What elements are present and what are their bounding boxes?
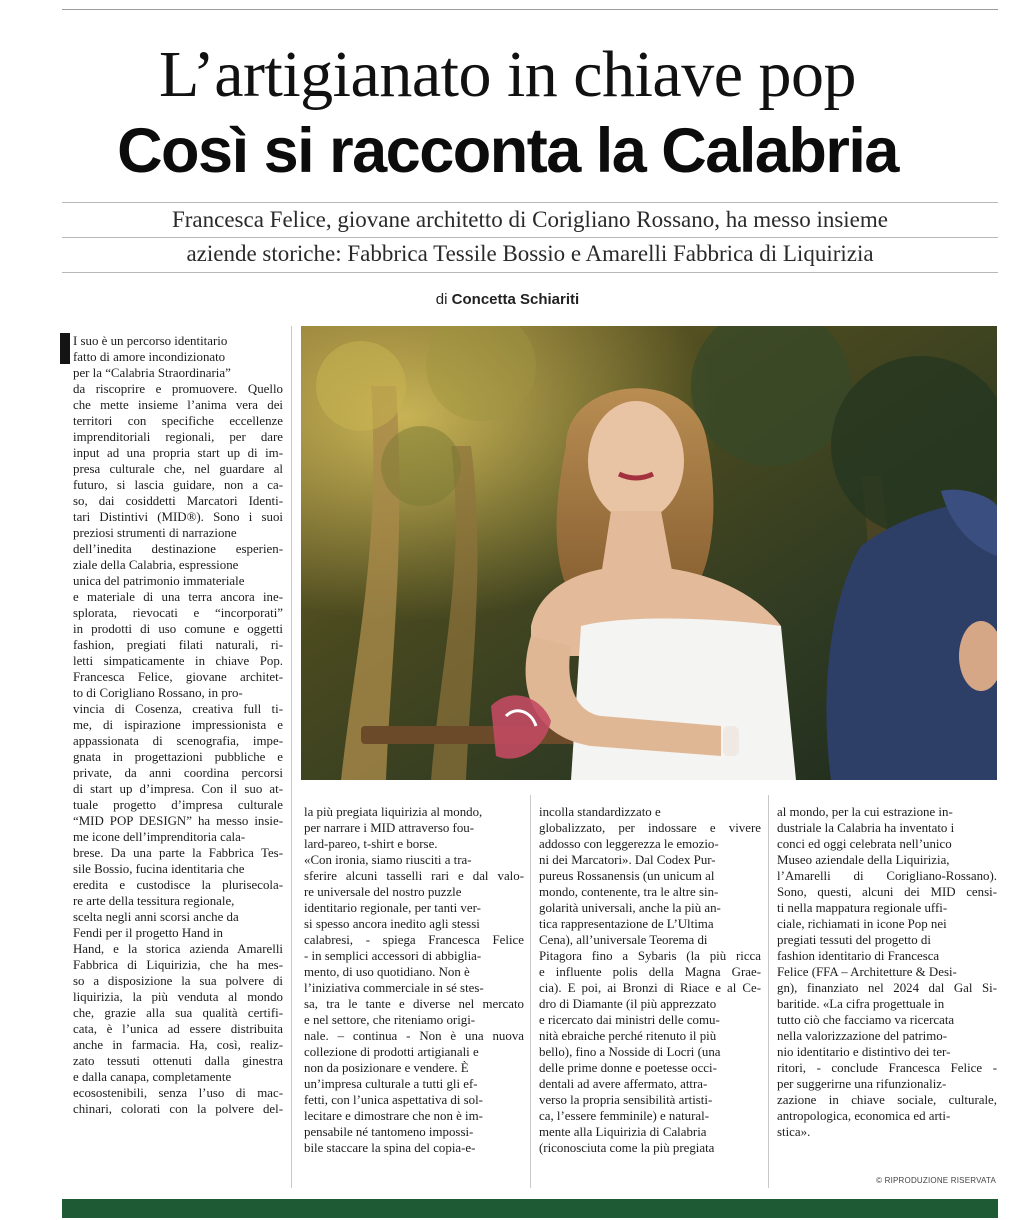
text-line: che mette insieme l’anima vera dei [73, 398, 283, 412]
text-line: (riconosciuta come la più pregiata [539, 1141, 715, 1155]
text-line: dro di Diamante (il più apprezzato [539, 997, 717, 1011]
text-line: la più pregiata liquirizia al mondo, [304, 805, 483, 819]
text-line: pureus Rossanensis (un unicum al [539, 869, 715, 883]
text-line: letti simpaticamente in chiave Pop. [73, 654, 283, 668]
text-line: fatto di amore incondizionato [73, 350, 226, 364]
text-line: zazione in chiave sociale, culturale, [777, 1093, 997, 1107]
article-column-3 [539, 804, 761, 1156]
text-line: Museo aziendale della Liquirizia, [777, 853, 950, 867]
text-line: fetti, con l’unica aspettativa di sol- [304, 1093, 483, 1107]
column-divider-2 [530, 795, 531, 1188]
text-line: dell’inedita destinazione esperien- [73, 542, 283, 556]
text-line: bile staccare la spina del copia-e- [304, 1141, 476, 1155]
text-line: ni dei Marcatori». Dal Codex Pur- [539, 853, 716, 867]
text-line: Hand, e la storica azienda Amarelli [73, 942, 283, 956]
text-line: Fabbrica di Liquirizia, che ha mes- [73, 958, 283, 972]
text-line: mente alla Liquirizia di Calabria [539, 1125, 707, 1139]
text-line: Francesca Felice, giovane architet- [73, 670, 283, 684]
text-line: delle prime donne e poetesse occi- [539, 1061, 717, 1075]
text-line: ziale della Calabria, espressione [73, 558, 239, 572]
text-line: gn), finanziato nel 2024 dal Gal Si- [777, 981, 997, 995]
text-line: anche in farmacia. Ha, così, realiz- [73, 1038, 283, 1052]
text-line: l’Amarelli di Corigliano-Rossano). [777, 869, 997, 883]
text-line: so a disposizione la sua polvere di [73, 974, 283, 988]
text-line: tari Distintivi (MID®). Sono i suoi [73, 510, 283, 524]
text-line: nio identitario e distintivo dei ter- [777, 1045, 951, 1059]
text-line: e nel settore, che riteniamo origi- [304, 1013, 476, 1027]
text-line: tutto ciò che facciamo va ricercata [777, 1013, 955, 1027]
text-line: collezione di prodotti artigianali e [304, 1045, 479, 1059]
text-line: chinari, colorati con la polvere del- [73, 1102, 283, 1116]
text-line: “MID POP DESIGN” ha messo insie- [73, 814, 283, 828]
text-line: lecitare e dimostrare che non è im- [304, 1109, 483, 1123]
subtitle-mid-rule [62, 237, 998, 238]
text-line: brese. Da una parte la Fabbrica Tes- [73, 846, 283, 860]
text-line: lard-pareo, t-shirt e borse. [304, 837, 438, 851]
text-line: unica del patrimonio immateriale [73, 574, 245, 588]
text-line: per narrare i MID attraverso fou- [304, 821, 475, 835]
text-line: dustriale la Calabria ha inventato i [777, 821, 955, 835]
text-line: zato tessuti ottenuti dalla ginestra [73, 1054, 283, 1068]
text-line: futuro, si lascia guidare, non a ca- [73, 478, 283, 492]
text-line: sile Bossio, fucina identitaria che [73, 862, 245, 876]
text-line: tuale progetto d’impresa culturale [73, 798, 283, 812]
text-line: identitario regionale, per tanti ver- [304, 901, 481, 915]
text-line: globalizzato, per indossare e vivere [539, 821, 761, 835]
text-line: presa culturale che, nel guardare al [73, 462, 283, 476]
text-line: addosso con leggerezza le emozio- [539, 837, 719, 851]
text-line: pregiati tessuti del progetto di [777, 933, 931, 947]
column-divider-3 [768, 795, 769, 1188]
text-line: re universale del nostro puzzle [304, 885, 462, 899]
article-column-4 [777, 804, 997, 1140]
text-line: vincia di Cosenza, creativa full ti- [73, 702, 283, 716]
text-line: splorata, rievocati e “incorporati” [73, 606, 283, 620]
text-line: input ad una propria start up di im- [73, 446, 283, 460]
text-line: - in semplici accessori di abbiglia- [304, 949, 482, 963]
headline-line-1: L’artigianato in chiave pop [159, 38, 856, 111]
text-line: verso la propria sensibilità artisti- [539, 1093, 713, 1107]
text-line: mondo, contenente, tra le altre sin- [539, 885, 719, 899]
text-line: me, di ispirazione impressionista e [73, 718, 283, 732]
text-line: di start up d’impresa. Con il suo at- [73, 782, 283, 796]
text-line: tica rappresentazione de L’Ultima [539, 917, 714, 931]
text-line: sa, tra le tante e diverse nel mercato [304, 997, 524, 1011]
text-line: incolla standardizzato e [539, 805, 661, 819]
text-line: scelta negli anni scorsi anche da [73, 910, 239, 924]
article-column-1 [73, 333, 283, 1117]
text-line: nità ebraiche perché ritenuto il più [539, 1029, 717, 1043]
text-line: mento, di uso quotidiano. Non è [304, 965, 470, 979]
text-line: dentali ad avere affermato, attra- [539, 1077, 708, 1091]
text-line: l’iniziativa commerciale in sé stes- [304, 981, 484, 995]
text-line: e materiale di una terra ancora ine- [73, 590, 283, 604]
text-line: ciale, richiamati in icone Pop nei [777, 917, 947, 931]
text-line: ca, l’essere femminile) e natural- [539, 1109, 709, 1123]
text-line: Fendi per il progetto Hand in [73, 926, 224, 940]
subtitle-line-2: aziende storiche: Fabbrica Tessile Bossio e Amarelli Fabbrica di Liquirizia [186, 241, 874, 266]
text-line: Sono, questi, alcuni dei MID censi- [777, 885, 997, 899]
text-line: antropologica, economica ed arti- [777, 1109, 951, 1123]
text-line: per la “Calabria Straordinaria” [73, 366, 231, 380]
text-line: cia). E poi, ai Bronzi di Riace e al Ce- [539, 981, 761, 995]
text-line: per suggerirne una rifunzionaliz- [777, 1077, 947, 1091]
headline-line-2: Così si racconta la Calabria [117, 116, 898, 186]
text-line: eredita e custodisce la plurisecola- [73, 878, 283, 892]
copyright-notice: © RIPRODUZIONE RISERVATA [876, 1176, 996, 1185]
byline-author: Concetta Schiariti [451, 291, 580, 308]
text-line: baritide. «La cifra progettuale in [777, 997, 945, 1011]
text-line: stica». [777, 1125, 811, 1139]
text-line: bello), fino a Nosside di Locri (una [539, 1045, 721, 1059]
text-line: Pitagora fino a Sybaris (la più ricca [539, 949, 761, 963]
text-line: preziosi strumenti di narrazione [73, 526, 237, 540]
text-line: ecosostenibili, senza l’uso di mac- [73, 1086, 283, 1100]
text-line: ti nella mappatura regionale uffi- [777, 901, 948, 915]
text-line: e dalla canapa, completamente [73, 1070, 232, 1084]
text-line: fashion, pregiati filati naturali, ri- [73, 638, 283, 652]
text-line: I suo è un percorso identitario [73, 334, 228, 348]
text-line: un’impresa culturale a tutti gli ef- [304, 1077, 478, 1091]
text-line: non da posizionare e vendere. È [304, 1061, 469, 1075]
text-line: gnata in progettazioni pubbliche e [73, 750, 283, 764]
text-line: calabresi, - spiega Francesca Felice [304, 933, 524, 947]
photo-illustration [301, 326, 997, 780]
text-line: appassionata di scenografia, impe- [73, 734, 283, 748]
text-line: e influente polis della Magna Grae- [539, 965, 761, 979]
text-line: nale. – continua - Non è una nuova [304, 1029, 524, 1043]
text-line: liquirizia, la più venduta al mondo [73, 990, 283, 1004]
text-line: fashion identitario di Francesca [777, 949, 940, 963]
text-line: e ricercato dai ministri delle comu- [539, 1013, 720, 1027]
text-line: Cena), all’universale Teorema di [539, 933, 708, 947]
text-line: imprenditoriali regionali, per dare [73, 430, 283, 444]
text-line: conci ed oggi celebrata nell’unico [777, 837, 952, 851]
footer-bar [62, 1199, 998, 1218]
text-line: so, dai cosiddetti Marcatori Identi- [73, 494, 283, 508]
column-divider-1 [291, 326, 292, 1188]
top-rule [62, 9, 998, 10]
text-line: re arte della tessitura regionale, [73, 894, 235, 908]
subtitle-line-1: Francesca Felice, giovane architetto di Corigliano Rossano, ha messo insieme [171, 207, 888, 232]
text-line: da riscoprire e promuovere. Quello [73, 382, 283, 396]
text-line: in prodotti di uso comune e oggetti [73, 622, 283, 636]
article-photo [301, 326, 997, 780]
text-line: ritori, - conclude Francesca Felice - [777, 1061, 997, 1075]
text-line: al mondo, per la cui estrazione in- [777, 805, 953, 819]
text-line: sferire alcuni tasselli rari e dal valo- [304, 869, 524, 883]
text-line: private, da anni coordina percorsi [73, 766, 283, 780]
text-line: nella valorizzazione del patrimo- [777, 1029, 948, 1043]
text-line: che, grazie alla sua qualità certifi- [73, 1006, 283, 1020]
text-line: Felice (FFA – Architetture & Desi- [777, 965, 957, 979]
text-line: me icone dell’imprenditoria cala- [73, 830, 246, 844]
dropcap-bar [60, 333, 70, 364]
text-line: territori con specifiche eccellenze [73, 414, 283, 428]
text-line: «Con ironia, siamo riusciti a tra- [304, 853, 472, 867]
text-line: pensabile né tantomeno impossi- [304, 1125, 474, 1139]
byline [0, 291, 1015, 308]
text-line: si spesso ancora inedito agli stessi [304, 917, 480, 931]
text-line: cata, è l’unica ad essere distribuita [73, 1022, 283, 1036]
article-column-2 [304, 804, 524, 1156]
text-line: to di Corigliano Rossano, in pro- [73, 686, 243, 700]
subtitle-bottom-rule [62, 272, 998, 273]
byline-prefix: di [435, 291, 448, 308]
text-line: golarità universali, anche la più an- [539, 901, 721, 915]
